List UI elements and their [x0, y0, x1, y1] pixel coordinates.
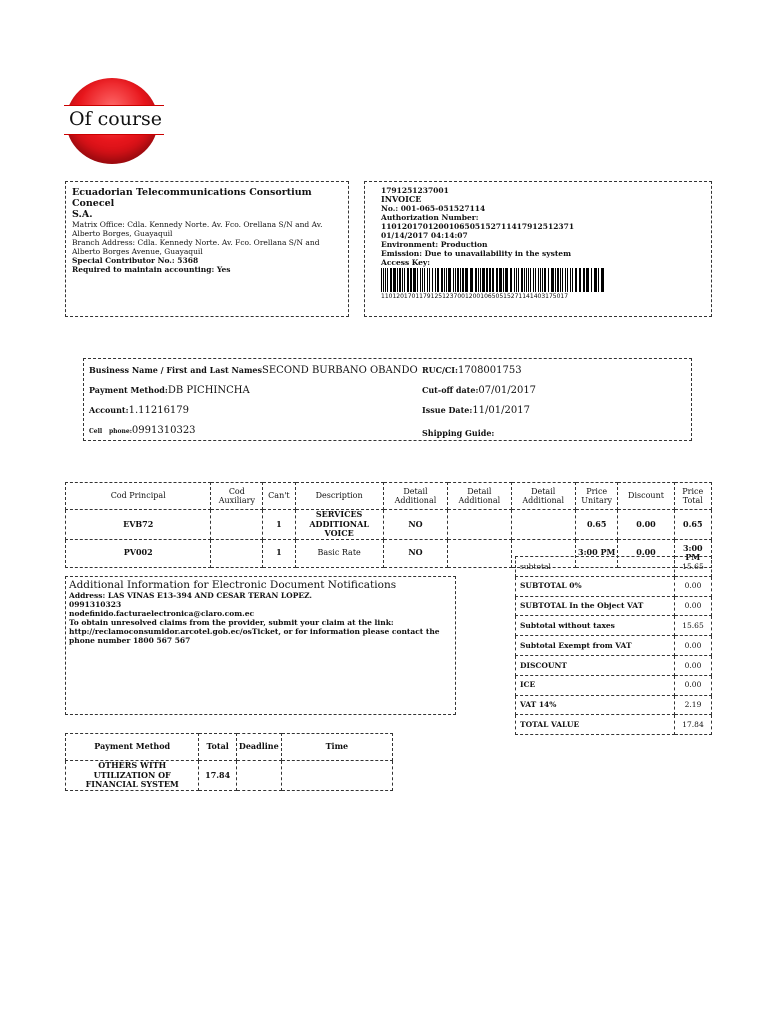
barcode-bar	[496, 268, 498, 292]
emission: Emission: Due to unavailability in the system	[381, 249, 572, 259]
totals-row	[516, 675, 712, 695]
header-discount: Discount	[618, 483, 674, 510]
totals-table	[515, 556, 712, 735]
totals-label: subtotal	[516, 557, 675, 577]
issuer-ruc: 1791251237001	[381, 186, 449, 195]
barcode-bar	[397, 268, 398, 292]
totals-value: 15.65	[675, 557, 712, 577]
totals-value: 0.00	[675, 655, 712, 675]
barcode-bar	[387, 268, 388, 292]
barcode-bar	[551, 268, 554, 292]
header-deadline: Deadline	[236, 734, 281, 761]
barcode-bar	[528, 268, 529, 292]
totals-row	[516, 576, 712, 596]
barcode-bar	[475, 268, 477, 292]
totals-label: DISCOUNT	[516, 655, 675, 675]
cell-description: SERVICES ADDITIONAL VOICE	[295, 510, 383, 540]
table-row	[66, 761, 393, 791]
cutoff-date-label: Cut-off date:	[422, 385, 479, 395]
business-name-value: SECOND BURBANO OBANDO	[262, 365, 418, 376]
cell-detail-additional: NO	[383, 510, 447, 540]
barcode-bar	[586, 268, 589, 292]
client-address: Address: LAS VINAS E13-394 AND CESAR TERAN LOPEZ.	[69, 591, 313, 600]
cell-cod-principal: EVB72	[66, 510, 211, 540]
header-quantity: Can't	[263, 483, 295, 510]
barcode-bar	[407, 268, 409, 292]
cell-time	[281, 761, 392, 791]
barcode-bar	[470, 268, 473, 292]
totals-row	[516, 636, 712, 656]
environment: Environment: Production	[381, 240, 488, 250]
barcode-bar	[583, 268, 585, 292]
phone-value: 0991310323	[131, 425, 196, 436]
payment-method-value: DB PICHINCHA	[167, 385, 250, 396]
barcode-bar	[489, 268, 491, 292]
barcode-bar	[486, 268, 488, 292]
account-label: Account:	[89, 405, 129, 415]
account-value: 1.11216179	[128, 405, 190, 416]
header-total: Total	[199, 734, 236, 761]
barcode-bar	[455, 268, 456, 292]
barcode-bar	[462, 268, 464, 292]
barcode-bar	[548, 268, 549, 292]
invoice-title: INVOICE	[381, 194, 422, 204]
special-contributor: Special Contributor No.: 5368	[72, 256, 199, 265]
cell-price-unitary: 0.65	[575, 510, 618, 540]
ruc-label: RUC/CI:	[422, 365, 458, 375]
barcode-bar	[390, 268, 392, 292]
accounting-required: Required to maintain accounting: Yes	[72, 265, 231, 274]
barcode-bar	[457, 268, 459, 292]
totals-row	[516, 695, 712, 715]
barcode-bar	[437, 268, 439, 292]
cell-price-total: 3:00 PM	[674, 539, 711, 567]
cell-label: Cell	[89, 428, 103, 435]
barcode-bar	[417, 268, 418, 292]
barcode	[381, 268, 604, 292]
totals-row	[516, 557, 712, 577]
header-detail-additional: Detail Additional	[383, 483, 447, 510]
barcode-bar	[518, 268, 519, 292]
additional-info-title: Additional Information for Electronic Document Notifications	[69, 579, 397, 591]
cell-detail-additional	[448, 510, 511, 540]
barcode-bar	[535, 268, 536, 292]
totals-label: SUBTOTAL 0%	[516, 576, 675, 596]
branch-address: Branch Address: Cdla. Kennedy Norte. Av. Fco. Orellana S/N and Alberto Borges Avenue, Guayaquil	[72, 238, 320, 256]
claims-line-2: http://reclamoconsumidor.arcotel.gob.ec/osTicket, or for information please contact the	[69, 627, 440, 636]
totals-value: 15.65	[675, 616, 712, 636]
shipping-guide-label: Shipping Guide:	[422, 428, 495, 438]
payment-method-label: Payment Method:	[89, 385, 168, 395]
items-header-row	[66, 483, 712, 510]
totals-row	[516, 655, 712, 675]
barcode-bar	[533, 268, 534, 292]
header-detail-additional: Detail Additional	[511, 483, 575, 510]
header-price-unitary: Price Unitary	[575, 483, 618, 510]
barcode-bar	[530, 268, 531, 292]
barcode-bar	[516, 268, 517, 292]
matrix-office: Matrix Office: Cdla. Kennedy Norte. Av. Fco. Orellana S/N and Av. Alberto Borges, Guayaquil	[72, 220, 323, 238]
company-info-box	[65, 181, 349, 317]
barcode-bar	[601, 268, 604, 292]
claims-line-3: phone number 1800 567 567	[69, 636, 191, 645]
barcode-bar	[562, 268, 563, 292]
barcode-bar	[420, 268, 421, 292]
header-time: Time	[281, 734, 392, 761]
barcode-bar	[381, 268, 382, 292]
barcode-bar	[503, 268, 504, 292]
barcode-bar	[429, 268, 430, 292]
cell-detail-additional: NO	[383, 539, 447, 567]
barcode-bar	[567, 268, 568, 292]
totals-value: 2.19	[675, 695, 712, 715]
barcode-bar	[402, 268, 403, 292]
barcode-bar	[575, 268, 577, 292]
header-price-total: Price Total	[674, 483, 711, 510]
totals-value: 0.00	[675, 576, 712, 596]
barcode-bar	[465, 268, 468, 292]
access-key: 1101201701179125123700120010650515271141403175017	[381, 293, 569, 301]
items-table	[65, 482, 712, 568]
header-cod-auxiliary: Cod Auxiliary	[211, 483, 263, 510]
company-logo	[66, 78, 163, 164]
barcode-bar	[393, 268, 396, 292]
ruc-value: 1708001753	[457, 365, 522, 376]
cell-price-total: 0.65	[674, 510, 711, 540]
cell-cod-auxiliary	[211, 510, 263, 540]
totals-value: 17.84	[675, 715, 712, 735]
barcode-bar	[544, 268, 546, 292]
barcode-bar	[565, 268, 566, 292]
payment-header-row	[66, 734, 393, 761]
issue-date-label: Issue Date:	[422, 405, 473, 415]
totals-label: TOTAL VALUE	[516, 715, 675, 735]
authorization-number: 1101201701200106505152711417912512371	[381, 222, 575, 232]
barcode-bar	[404, 268, 405, 292]
totals-label: SUBTOTAL In the Object VAT	[516, 596, 675, 616]
client-info-box	[83, 358, 692, 441]
totals-row	[516, 616, 712, 636]
cell-detail-additional	[448, 539, 511, 567]
barcode-bar	[540, 268, 541, 292]
barcode-bar	[492, 268, 494, 292]
barcode-bar	[444, 268, 445, 292]
barcode-bar	[478, 268, 479, 292]
barcode-bar	[413, 268, 416, 292]
barcode-bar	[446, 268, 447, 292]
barcode-bar	[448, 268, 451, 292]
header-cod-principal: Cod Principal	[66, 483, 211, 510]
totals-row	[516, 596, 712, 616]
barcode-bar	[435, 268, 436, 292]
cell-payment-method: OTHERS WITH UTILIZATION OF FINANCIAL SYSTEM	[66, 761, 199, 791]
barcode-bar	[424, 268, 425, 292]
totals-label: Subtotal Exempt from VAT	[516, 636, 675, 656]
invoice-number: No.: 001-065-051527114	[381, 204, 486, 214]
barcode-bar	[514, 268, 515, 292]
barcode-bar	[579, 268, 581, 292]
barcode-bar	[560, 268, 561, 292]
barcode-bar	[505, 268, 508, 292]
barcode-bar	[480, 268, 481, 292]
cutoff-date-value: 07/01/2017	[478, 385, 537, 396]
barcode-bar	[460, 268, 461, 292]
cell-description: Basic Rate	[295, 539, 383, 567]
totals-label: Subtotal without taxes	[516, 616, 675, 636]
totals-value: 0.00	[675, 675, 712, 695]
totals-label: ICE	[516, 675, 675, 695]
barcode-bar	[383, 268, 384, 292]
barcode-bar	[524, 268, 525, 292]
cell-cod-principal: PV002	[66, 539, 211, 567]
barcode-bar	[399, 268, 401, 292]
barcode-bar	[385, 268, 386, 292]
barcode-bar	[598, 268, 599, 292]
table-row	[66, 510, 712, 540]
cell-discount: 0.00	[618, 510, 674, 540]
cell-cod-auxiliary	[211, 539, 263, 567]
barcode-bar	[453, 268, 454, 292]
cell-price-unitary: 3:00 PM	[575, 539, 618, 567]
claims-line-1: To obtain unresolved claims from the provider, submit your claim at the link:	[69, 618, 394, 627]
header-detail-additional: Detail Additional	[448, 483, 511, 510]
cell-quantity: 1	[263, 510, 295, 540]
barcode-bar	[441, 268, 443, 292]
barcode-bar	[410, 268, 412, 292]
client-email: nodefinido.facturaelectronica@claro.com.ec	[69, 609, 255, 618]
barcode-bar	[499, 268, 502, 292]
payment-table	[65, 733, 393, 791]
authorization-date: 01/14/2017 04:14:07	[381, 231, 468, 241]
totals-value: 0.00	[675, 636, 712, 656]
barcode-bar	[591, 268, 592, 292]
additional-info-box	[65, 576, 456, 715]
logo-text: Of course	[69, 108, 163, 130]
barcode-bar	[427, 268, 428, 292]
barcode-bar	[555, 268, 556, 292]
barcode-bar	[538, 268, 539, 292]
cell-total: 17.84	[199, 761, 236, 791]
invoice-info-box	[364, 181, 712, 317]
barcode-bar	[432, 268, 433, 292]
issue-date-value: 11/01/2017	[472, 405, 530, 416]
authorization-label: Authorization Number:	[381, 213, 479, 223]
company-name-suffix: S.A.	[72, 209, 93, 220]
cell-discount: 0.00	[618, 539, 674, 567]
phone-label: phone:	[108, 428, 132, 435]
barcode-bar	[572, 268, 573, 292]
cell-detail-additional	[511, 510, 575, 540]
cell-quantity: 1	[263, 539, 295, 567]
cell-deadline	[236, 761, 281, 791]
header-payment-method: Payment Method	[66, 734, 199, 761]
client-phone: 0991310323	[69, 600, 122, 609]
barcode-bar	[510, 268, 512, 292]
barcode-bar	[526, 268, 527, 292]
totals-row	[516, 715, 712, 735]
barcode-bar	[594, 268, 597, 292]
barcode-bar	[422, 268, 423, 292]
barcode-bar	[521, 268, 523, 292]
barcode-bar	[542, 268, 543, 292]
header-description: Description	[295, 483, 383, 510]
barcode-bar	[557, 268, 559, 292]
barcode-bar	[482, 268, 485, 292]
business-name-label: Business Name / First and Last Names	[89, 365, 263, 375]
company-name: Ecuadorian Telecommunications Consortium Conecel	[72, 187, 312, 209]
access-key-label: Access Key:	[381, 258, 431, 268]
totals-value: 0.00	[675, 596, 712, 616]
barcode-bar	[570, 268, 571, 292]
totals-label: VAT 14%	[516, 695, 675, 715]
